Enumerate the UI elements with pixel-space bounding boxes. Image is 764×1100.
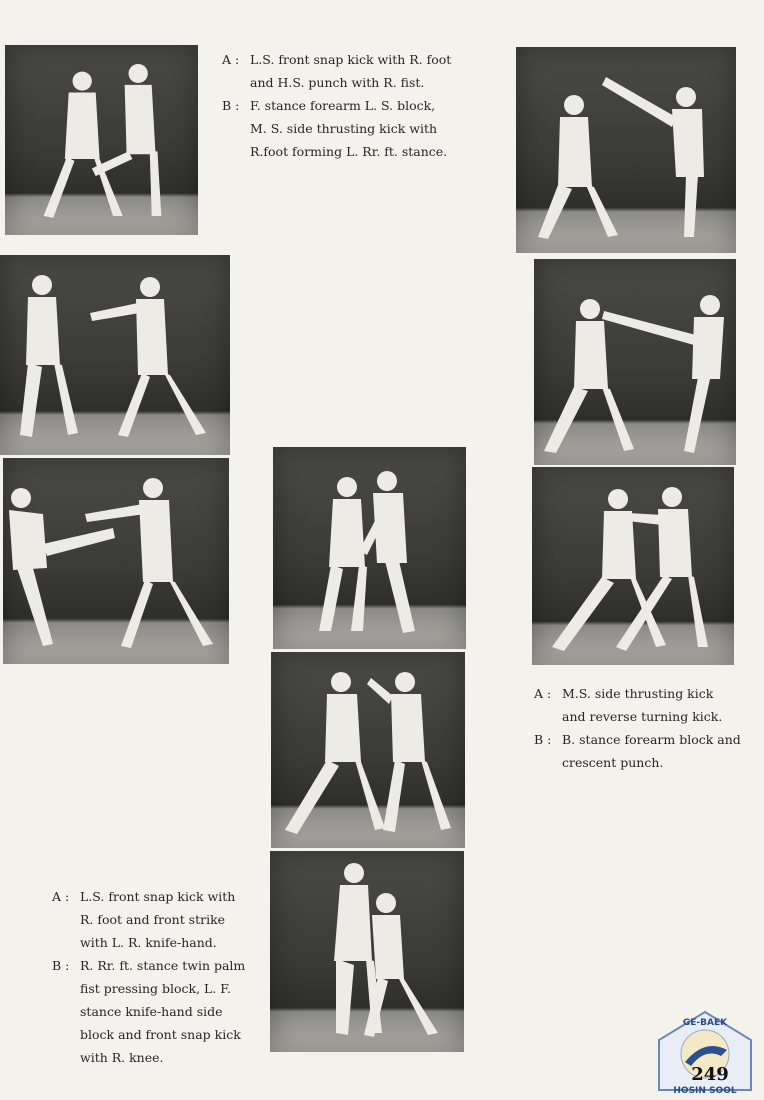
caption-text — [562, 728, 754, 774]
caption-line: with L. R. knife-hand. — [80, 935, 217, 950]
caption-text — [80, 885, 257, 954]
caption-line: R.foot forming L. Rr. ft. stance. — [250, 144, 448, 159]
photo-right-3 — [532, 467, 734, 665]
caption-line: and reverse turning kick. — [562, 709, 723, 724]
caption-text — [80, 954, 257, 1069]
caption-line: fist pressing block, L. F. — [80, 981, 231, 996]
caption-right — [534, 682, 754, 774]
caption-line: block and front snap kick — [80, 1027, 241, 1042]
caption-text — [562, 682, 754, 728]
caption-line: crescent punch. — [562, 755, 664, 770]
caption-key: B : — [52, 958, 70, 973]
caption-line: stance knife-hand side — [80, 1004, 223, 1019]
caption-line: R. foot and front strike — [80, 912, 226, 927]
caption-line: R. Rr. ft. stance twin palm — [80, 958, 246, 973]
caption-key: B : — [222, 98, 240, 113]
photo-center-2 — [271, 652, 465, 848]
caption-key: A : — [222, 52, 240, 67]
caption-text — [250, 48, 492, 94]
caption-line: L.S. front snap kick with R. foot — [250, 52, 452, 67]
photo-right-2 — [534, 259, 736, 465]
caption-line: and H.S. punch with R. fist. — [250, 75, 425, 90]
caption-key: A : — [534, 686, 552, 701]
caption-key: A : — [52, 889, 70, 904]
caption-line: with R. knee. — [80, 1050, 164, 1065]
photo-left-1 — [5, 45, 198, 235]
photo-left-2 — [0, 255, 230, 455]
caption-item — [534, 728, 754, 774]
caption-item — [222, 48, 492, 94]
caption-text — [250, 94, 492, 163]
photo-right-1 — [516, 47, 736, 253]
photo-center-3 — [270, 851, 464, 1052]
caption-item — [52, 954, 257, 1069]
caption-line: B. stance forearm block and — [562, 732, 741, 747]
caption-line: M. S. side thrusting kick with — [250, 121, 438, 136]
caption-line: L.S. front snap kick with — [80, 889, 236, 904]
caption-key: B : — [534, 732, 552, 747]
logo-top-text: GE-BAEK — [682, 1018, 728, 1028]
logo-bottom-text: HOSIN SOOL — [673, 1086, 737, 1096]
caption-line: M.S. side thrusting kick — [562, 686, 714, 701]
caption-top — [222, 48, 492, 163]
caption-item — [222, 94, 492, 163]
page-number: 249 — [691, 1064, 729, 1085]
caption-item — [52, 885, 257, 954]
caption-item — [534, 682, 754, 728]
photo-center-1 — [273, 447, 466, 649]
photo-left-3 — [3, 458, 229, 664]
caption-line: F. stance forearm L. S. block, — [250, 98, 436, 113]
caption-bottom — [52, 885, 257, 1069]
